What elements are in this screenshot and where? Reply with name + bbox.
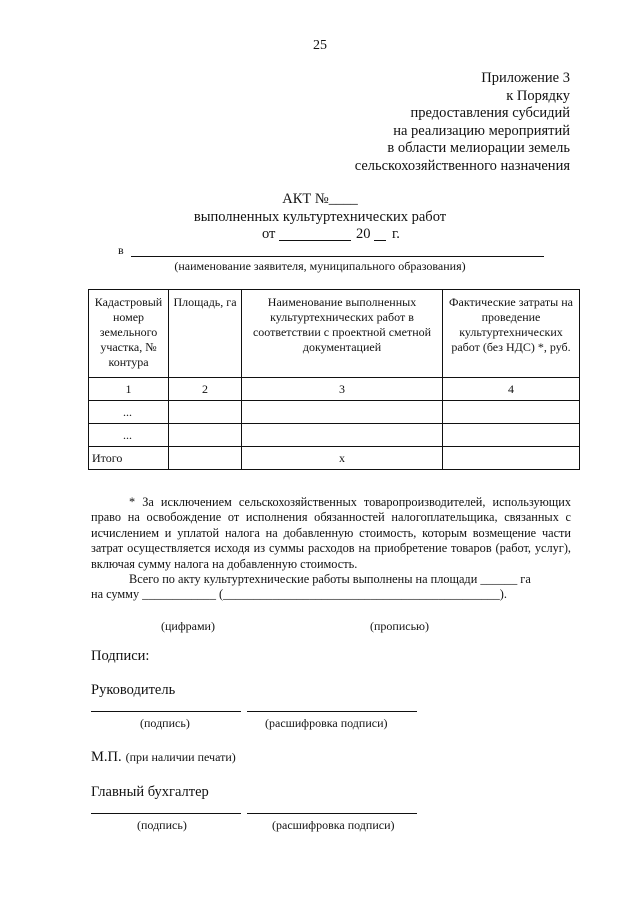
table-cell: 4 (443, 378, 580, 401)
head-role: Руководитель (91, 682, 176, 698)
table-cell: 2 (169, 378, 242, 401)
date-prefix: от (262, 226, 276, 242)
table-row (89, 424, 580, 447)
table-cell (242, 401, 443, 424)
signatures-heading: Подписи: (91, 648, 150, 664)
header-area: Площадь, га (169, 290, 242, 378)
header-cadastral: Кадастровый номер земельного участка, № контура (89, 290, 169, 378)
table-cell (242, 424, 443, 447)
date-year-line (374, 240, 386, 241)
header-costs: Фактические затраты на проведение культуртехнических работ (без НДС) *, руб. (443, 290, 580, 378)
table-cell (443, 401, 580, 424)
table-cell (169, 401, 242, 424)
applicant-caption: (наименование заявителя, муниципального образования) (174, 259, 466, 273)
table-cell: 3 (242, 378, 443, 401)
accountant-decode-caption: (расшифровка подписи) (272, 818, 395, 832)
total-mark: x (242, 447, 443, 470)
table-cell: 1 (89, 378, 169, 401)
table-total-row (89, 447, 580, 470)
accountant-decode-line (247, 813, 417, 814)
applicant-prefix: в (118, 243, 124, 257)
total-label: Итого (89, 447, 169, 470)
table-cell: ... (89, 401, 169, 424)
appendix-header (270, 70, 570, 176)
table-row (89, 401, 580, 424)
stamp-label (91, 748, 236, 766)
caption-words: (прописью) (370, 619, 430, 633)
appendix-line: сельскохозяйственного назначения (354, 157, 570, 174)
table-header-row (89, 290, 580, 378)
page-number: 25 (313, 38, 327, 53)
date-year: 20 (356, 226, 371, 242)
head-decode-line (247, 711, 417, 712)
applicant-line (131, 256, 544, 257)
stamp-text: М.П. (91, 749, 122, 765)
caption-digits: (цифрами) (161, 619, 215, 633)
act-title: АКТ №____ (282, 191, 358, 207)
accountant-sign-caption: (подпись) (137, 818, 187, 832)
footnote (91, 495, 571, 603)
table-cell (169, 447, 242, 470)
footnote-text: * За исключением сельскохозяйственных товаропроизводителей, использующих право на освобождение от исполнения обязанностей налогоплательщика, связанных с исчислением и уплатой налога на добавленную стоимость, которым возмещение части затрат осуществляется исходя из суммы расходов на приобретение товаров (работ, услуг), включая сумму налога на добавленную стоимость. (91, 495, 571, 571)
stamp-note: (при наличии печати) (125, 750, 236, 764)
date-day-month-line (279, 240, 351, 241)
act-table (88, 289, 580, 470)
accountant-role: Главный бухгалтер (91, 784, 209, 800)
appendix-line: на реализацию мероприятий (393, 122, 570, 139)
head-signature-line (91, 711, 241, 712)
accountant-signature-line (91, 813, 241, 814)
table-cell: ... (89, 424, 169, 447)
table-cell (169, 424, 242, 447)
appendix-line: в области мелиорации земель (387, 140, 570, 157)
table-cell (443, 447, 580, 470)
date-suffix: г. (392, 226, 400, 242)
header-works: Наименование выполненных культуртехнических работ в соответствии с проектной сметной документацией (242, 290, 443, 378)
table-number-row (89, 378, 580, 401)
appendix-line: к Порядку (506, 87, 570, 104)
table-cell (443, 424, 580, 447)
head-sign-caption: (подпись) (140, 716, 190, 730)
appendix-line: предоставления субсидий (410, 105, 570, 122)
summary-line-2: на сумму ____________ (_____________________________________________). (91, 587, 507, 602)
summary-line-1: Всего по акту культуртехнические работы выполнены на площади ______ га (129, 572, 531, 587)
appendix-line: Приложение 3 (481, 70, 570, 86)
act-date (262, 226, 275, 243)
head-decode-caption: (расшифровка подписи) (265, 716, 388, 730)
act-subject: выполненных культуртехнических работ (193, 209, 447, 225)
